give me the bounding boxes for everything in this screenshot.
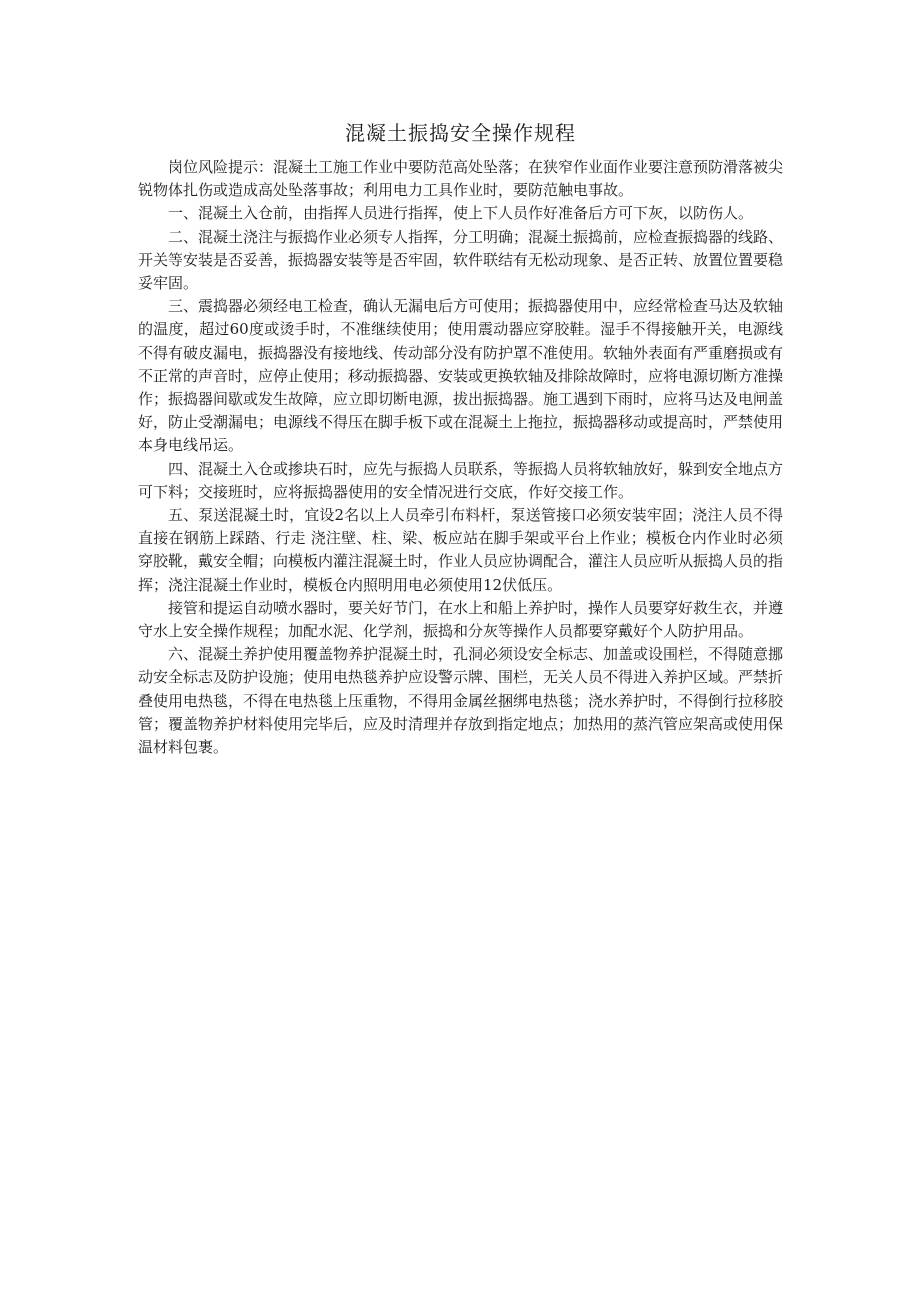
document-title: 混凝土振捣安全操作规程 [345,121,576,145]
rule-paragraph-3: 三、震捣器必须经电工检查，确认无漏电后方可使用；振捣器使用中，应经常检查马达及软轴的温度，超过60度或烫手时，不准继续使用；使用震动器应穿胶鞋。湿手不得接触开关，电源线不得有破皮漏电，振捣器没有接地线、传动部分没有防护罩不准使用。软轴外表面有严重磨损或有不正常的声音时，应停止使用；移动振捣器、安装或更换软轴及排除故障时，应将电源切断方准操作；振捣器间歇或发生故障，应立即切断电源，拔出振捣器。施工遇到下雨时，应将马达及电闸盖好，防止受潮漏电；电源线不得压在脚手板下或在混凝土上拖拉，振捣器移动或提高时，严禁使用本身电线吊运。 [138,297,784,455]
rule-paragraph-2: 二、混凝土浇注与振捣作业必须专人指挥，分工明确；混凝土振捣前，应检查振捣器的线路、开关等安装是否妥善，振捣器安装等是否牢固，软件联结有无松动现象、是否正转、放置位置要稳妥牢固。 [138,227,784,293]
document-page [138,118,783,759]
risk-notice-paragraph: 岗位风险提示：混凝土工施工作业中要防范高处坠落；在狭窄作业面作业要注意预防滑落被尖锐物体扎伤或造成高处坠落事故；利用电力工具作业时，要防范触电事故。 [138,158,784,200]
rule-paragraph-1: 一、混凝土入仓前，由指挥人员进行指挥，使上下人员作好准备后方可下灰，以防伤人。 [168,204,754,223]
rule-paragraph-4: 四、混凝土入仓或掺块石时，应先与振捣人员联系，等振捣人员将软轴放好，躲到安全地点方可下料；交接班时，应将振捣器使用的安全情况进行交底，作好交接工作。 [138,459,784,501]
rule-paragraph-6: 六、混凝土养护使用覆盖物养护混凝土时，孔洞必须设安全标志、加盖或设围栏，不得随意挪动安全标志及防护设施；使用电热毯养护应设警示牌、围栏，无关人员不得进入养护区域。严禁折叠使用电热毯，不得在电热毯上压重物，不得用金属丝捆绑电热毯；浇水养护时，不得倒行拉移胶管；覆盖物养护材料使用完毕后，应及时清理并存放到指定地点；加热用的蒸汽管应架高或使用保温材料包裹。 [138,645,784,757]
rule-paragraph-5: 五、泵送混凝土时，宜设2名以上人员牵引布料杆，泵送管接口必须安装牢固；浇注人员不得直接在钢筋上踩踏、行走 浇注壁、柱、梁、板应站在脚手架或平台上作业；模板仓内作业时必须穿胶靴，戴安全帽；向模板内灌注混凝土时，作业人员应协调配合，灌注人员应听从振捣人员的指挥；浇注混凝土作业时，模板仓内照明用电必须使用12伏低压。 [138,506,784,594]
rule-paragraph-5-addendum: 接管和提运自动喷水器时，要关好节门，在水上和船上养护时，操作人员要穿好救生衣，并遵守水上安全操作规程；加配水泥、化学剂，振捣和分灰等操作人员都要穿戴好个人防护用品。 [138,598,784,641]
